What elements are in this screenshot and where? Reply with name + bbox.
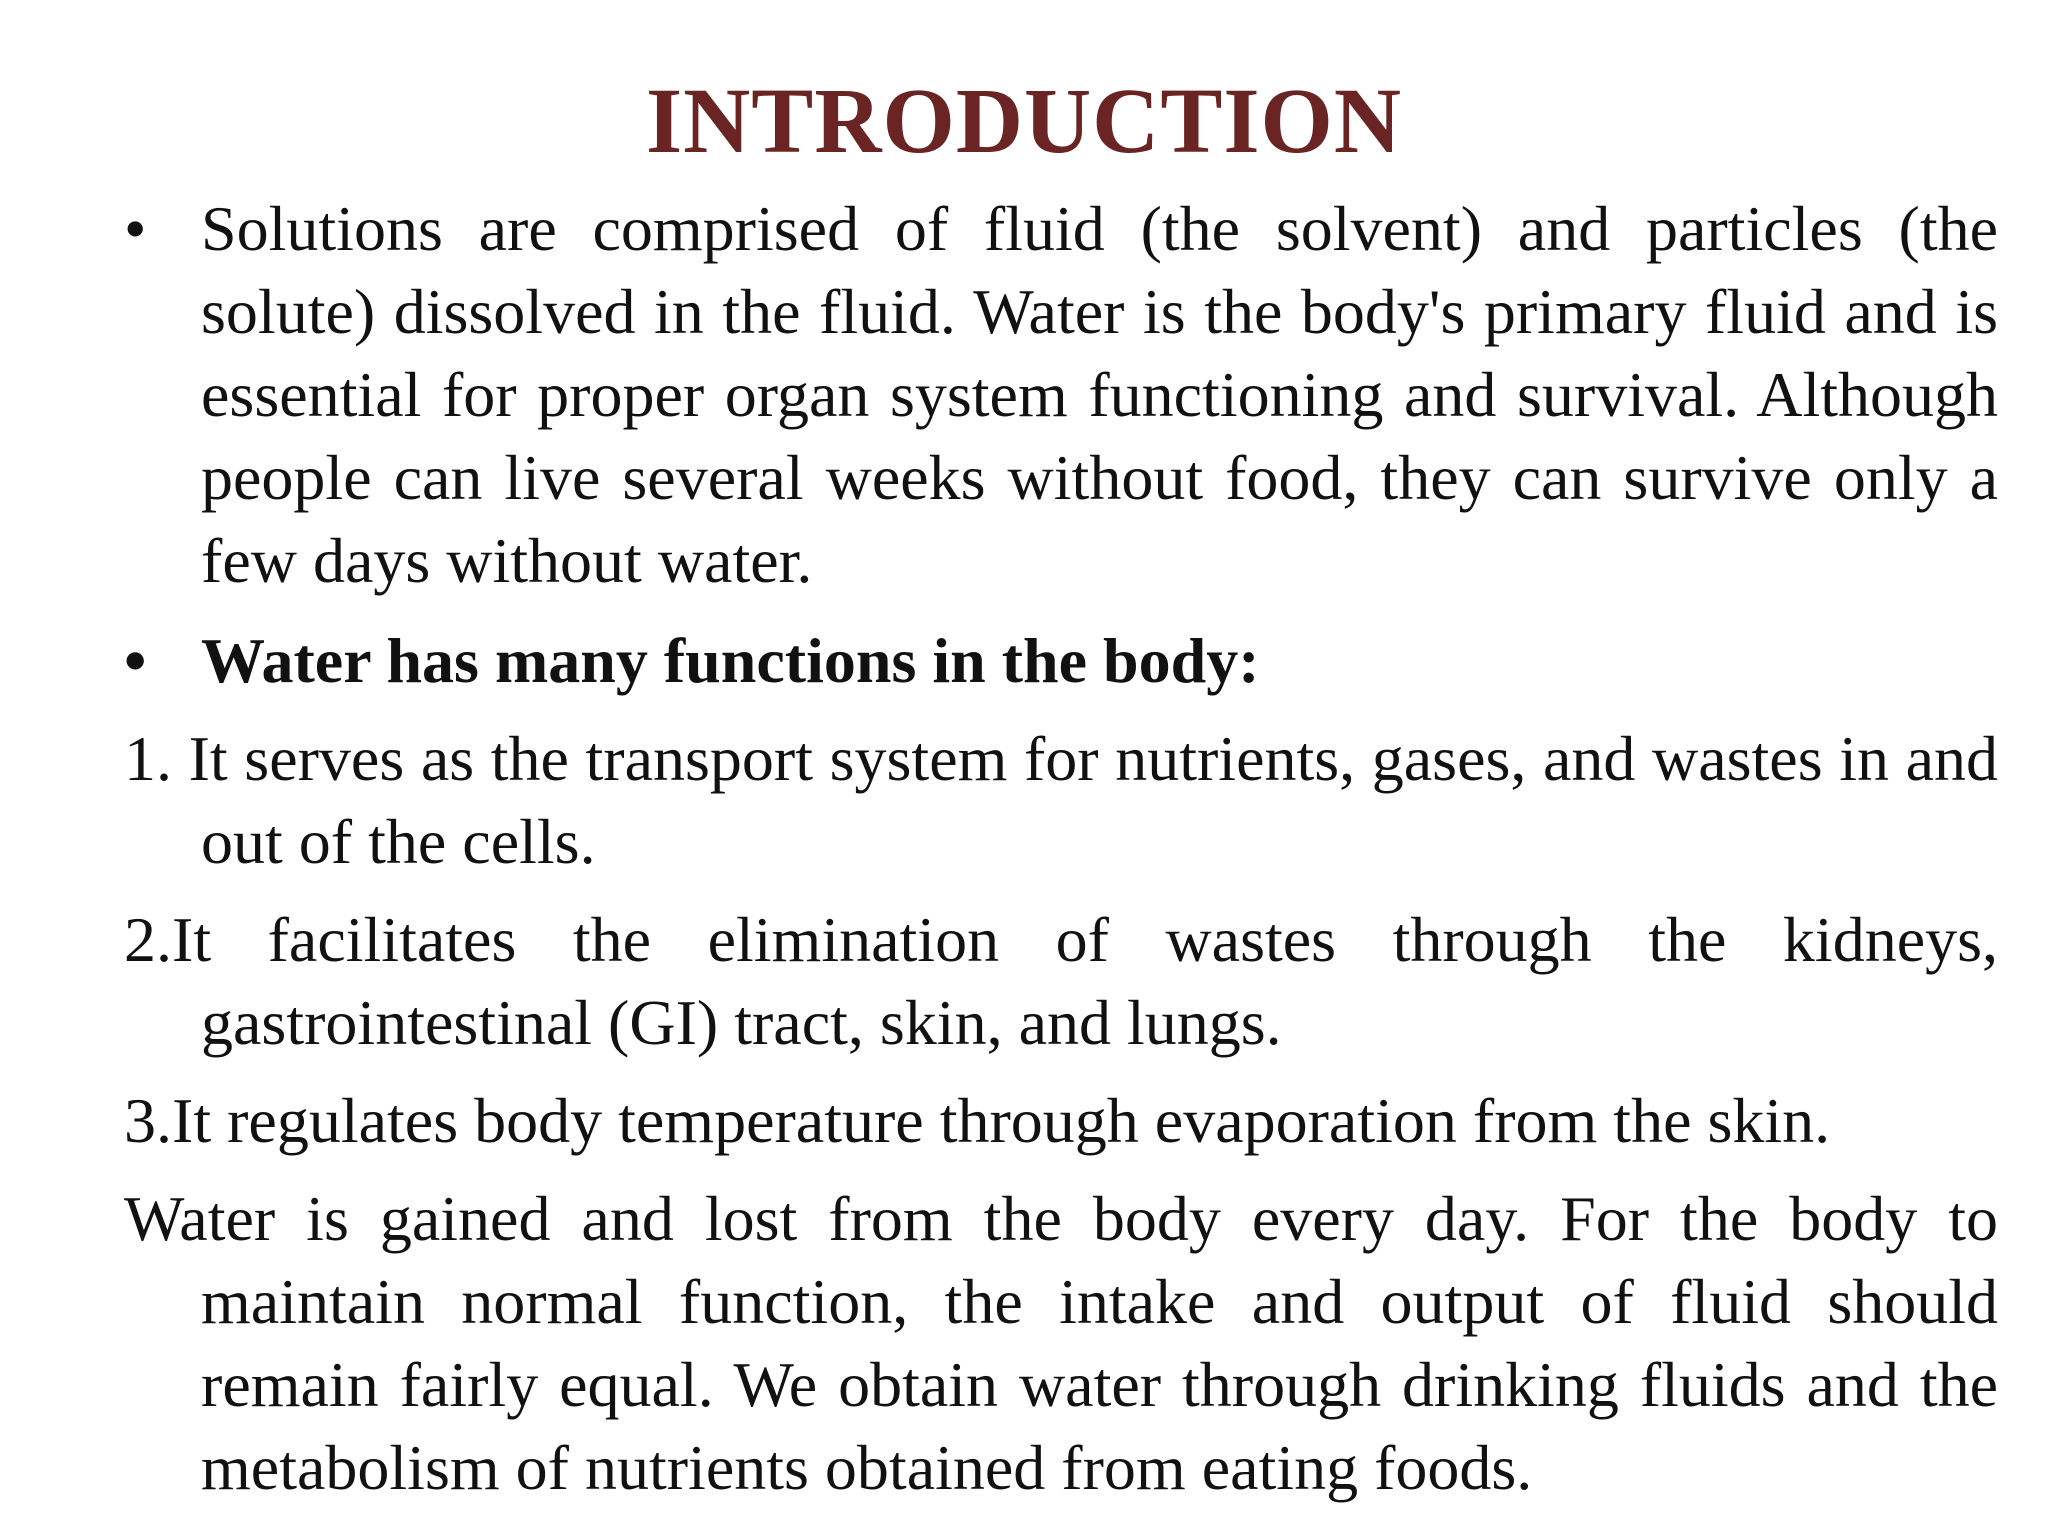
list-item-transport: 1. It serves as the transport system for nutrients, gases, and wastes in and out of the cells. — [124, 723, 1998, 877]
bullet-text-solutions: Solutions are comprised of fluid (the solvent) and particles (the solute) dissolved in the fluid. Water is the body's primary fluid and is essential for proper organ system functioning and survival. Although people can live several weeks without food, they can survive only a few days without water. — [201, 193, 1998, 596]
slide-body — [124, 187, 1998, 1509]
bullet-text-functions-heading: Water has many functions in the body: — [201, 625, 1260, 696]
slide-title: INTRODUCTION — [645, 70, 1403, 173]
bullet-marker: • — [124, 193, 147, 264]
list-item-elimination: 2.It facilitates the elimination of wastes through the kidneys, gastrointestinal (GI) tract, skin, and lungs. — [124, 904, 1998, 1058]
list-item-temperature: 3.It regulates body temperature through evaporation from the skin. — [124, 1085, 1831, 1156]
closing-paragraph: Water is gained and lost from the body every day. For the body to maintain normal function, the intake and output of fluid should remain fairly equal. We obtain water through drinking fluids and the metabolism of nutrients obtained from eating foods. — [124, 1183, 1998, 1503]
bullet-marker: • — [124, 625, 147, 696]
bullet-paragraph-solutions — [124, 187, 1998, 602]
bullet-paragraph-functions-heading — [124, 619, 1998, 702]
